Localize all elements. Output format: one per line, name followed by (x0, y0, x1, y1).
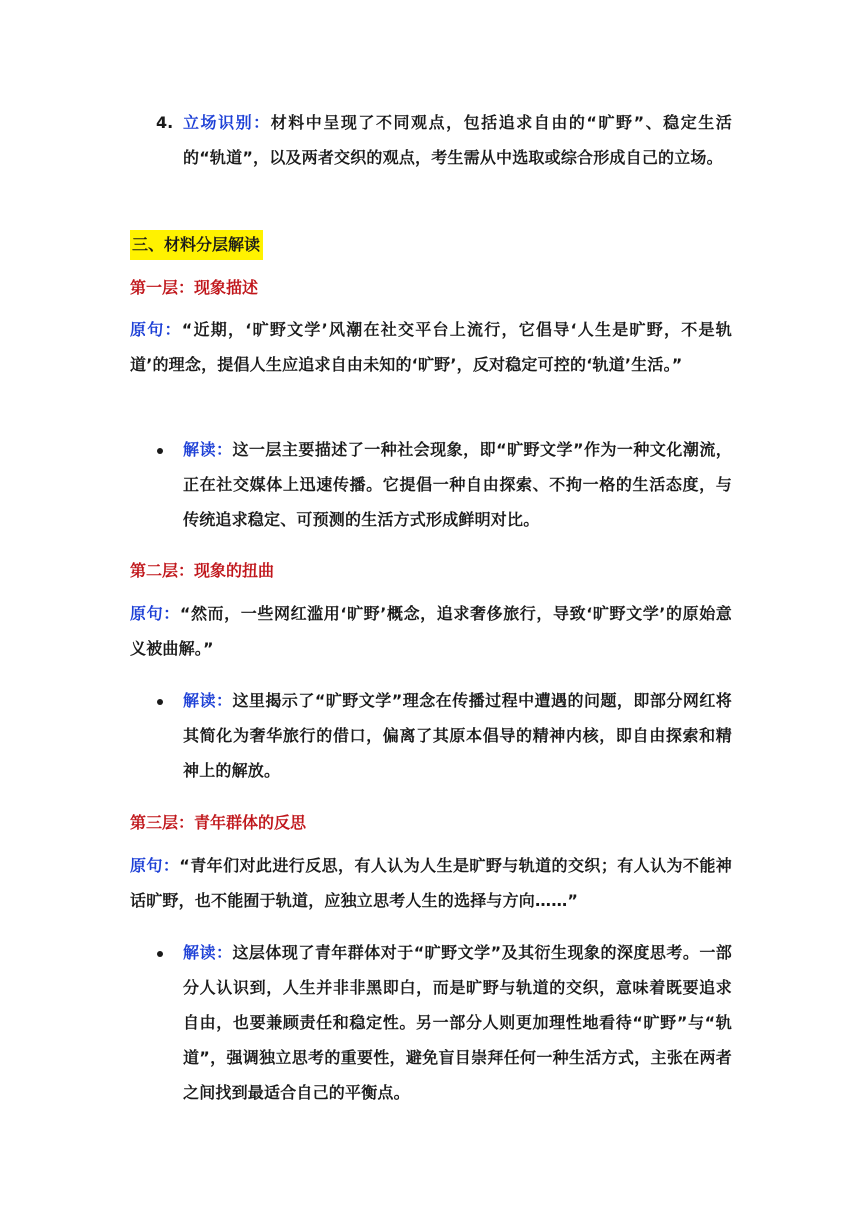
reading-item (183, 432, 732, 537)
bullet-icon (157, 699, 163, 705)
section-heading (130, 230, 732, 260)
layer-heading: 第二层：现象的扭曲 (130, 561, 275, 580)
bullet-icon (157, 448, 163, 454)
item-label: 立场识别： (183, 113, 271, 132)
quote-label: 原句： (130, 856, 180, 875)
layer-heading: 第一层：现象描述 (130, 278, 259, 297)
reading-text: 这里揭示了“旷野文学”理念在传播过程中遭遇的问题，即部分网红将其简化为奢华旅行的借口，偏离了其原本倡导的精神内核，即自由探索和精神上的解放。 (183, 691, 732, 780)
bullet-icon (157, 951, 163, 957)
reading-label: 解读： (183, 691, 233, 710)
layer-heading: 第三层：青年群体的反思 (130, 813, 307, 832)
original-quote (130, 312, 732, 382)
original-quote (130, 596, 732, 666)
quote-text: “然而，一些网红滥用‘旷野’概念，追求奢侈旅行，导致‘旷野文学’的原始意义被曲解。” (130, 604, 733, 658)
reading-text: 这一层主要描述了一种社会现象，即“旷野文学”作为一种文化潮流，正在社交媒体上迅速传播。它提倡一种自由探索、不拘一格的生活态度，与传统追求稳定、可预测的生活方式形成鲜明对比。 (183, 440, 732, 529)
reading-item (183, 935, 732, 1110)
quote-label: 原句： (130, 320, 182, 339)
list-number: 4. (156, 113, 174, 132)
reading-label: 解读： (183, 943, 233, 962)
list-item-stance (183, 105, 732, 175)
quote-text: “近期，‘旷野文学’风潮在社交平台上流行，它倡导‘人生是旷野，不是轨道’的理念，提倡人生应追求自由未知的‘旷野’，反对稳定可控的‘轨道’生活。” (130, 320, 732, 374)
section-title: 三、材料分层解读 (130, 230, 263, 260)
original-quote (130, 848, 732, 918)
item-text: 材料中呈现了不同观点，包括追求自由的“旷野”、稳定生活的“轨道”，以及两者交织的观点，考生需从中选取或综合形成自己的立场。 (183, 113, 732, 167)
quote-label: 原句： (130, 604, 180, 623)
reading-text: 这层体现了青年群体对于“旷野文学”及其衍生现象的深度思考。一部分人认识到，人生并非非黑即白，而是旷野与轨道的交织，意味着既要追求自由，也要兼顾责任和稳定性。另一部分人则更加理性地看待“旷野”与“轨道”，强调独立思考的重要性，避免盲目崇拜任何一种生活方式，主张在两者之间找到最适合自己的平衡点。 (183, 943, 732, 1102)
reading-item (183, 683, 732, 788)
quote-text: “青年们对此进行反思，有人认为人生是旷野与轨道的交织；有人认为不能神话旷野，也不能囿于轨道，应独立思考人生的选择与方向……” (130, 856, 732, 910)
reading-label: 解读： (183, 440, 233, 459)
